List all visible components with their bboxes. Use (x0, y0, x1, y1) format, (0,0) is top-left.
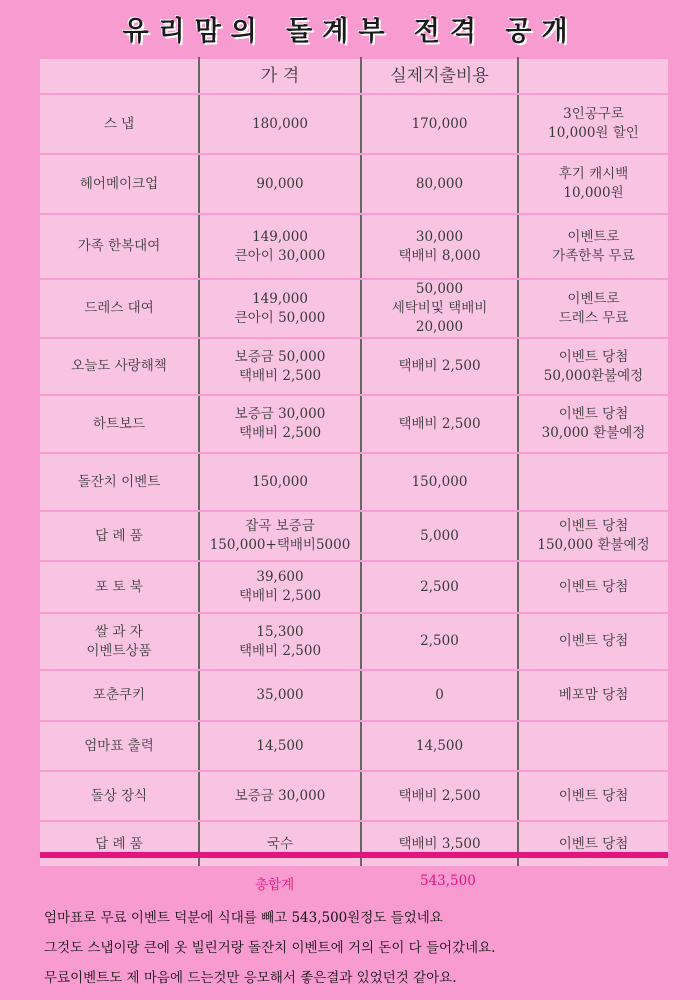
header-item (39, 58, 199, 94)
row-note-cell: 이벤트 당첨 (518, 821, 669, 867)
table-row (39, 561, 669, 613)
table-row (39, 279, 669, 338)
header-note (518, 58, 669, 94)
row-actual-cell: 택배비 2,500 (361, 771, 518, 821)
row-item-cell: 드레스 대여 (39, 279, 199, 338)
row-actual-cell: 2,500 (361, 613, 518, 670)
row-note-cell: 베포맘 당첨 (518, 670, 669, 721)
row-actual-cell: 택배비 2,500 (361, 338, 518, 395)
row-price-cell: 14,500 (199, 721, 361, 771)
table-row (39, 338, 669, 395)
table-row (39, 613, 669, 670)
row-price-cell: 보증금 30,000 (199, 771, 361, 821)
table-row (39, 453, 669, 511)
row-actual-cell: 170,000 (361, 94, 518, 154)
total-divider (40, 852, 668, 858)
row-note-cell: 이벤트로 가족한복 무료 (518, 214, 669, 279)
row-actual-cell: 150,000 (361, 453, 518, 511)
header-price: 가 격 (199, 58, 361, 94)
row-price-cell: 150,000 (199, 453, 361, 511)
row-actual-cell: 2,500 (361, 561, 518, 613)
table-row (39, 771, 669, 821)
row-item-cell: 답 례 품 (39, 821, 199, 867)
row-note-cell: 이벤트 당첨 (518, 561, 669, 613)
table-row (39, 670, 669, 721)
row-actual-cell: 5,000 (361, 511, 518, 561)
row-actual-cell: 택배비 3,500 (361, 821, 518, 867)
row-note-cell: 이벤트 당첨 (518, 771, 669, 821)
row-price-cell: 39,600 택배비 2,500 (199, 561, 361, 613)
row-note-cell: 이벤트 당첨 (518, 613, 669, 670)
summary-line: 무료이벤트도 제 마음에 드는것만 응모해서 좋은결과 있었던것 같아요. (44, 970, 457, 986)
row-actual-cell: 14,500 (361, 721, 518, 771)
summary-line: 엄마표로 무료 이벤트 덕분에 식대를 빼고 543,500원정도 들었네요 (44, 910, 443, 926)
row-price-cell: 15,300 택배비 2,500 (199, 613, 361, 670)
row-item-cell: 포 토 북 (39, 561, 199, 613)
row-note-cell (518, 721, 669, 771)
row-item-cell: 하트보드 (39, 395, 199, 453)
table-row (39, 154, 669, 214)
header-actual: 실제지출비용 (361, 58, 518, 94)
row-note-cell: 이벤트 당첨 150,000 환불예정 (518, 511, 669, 561)
row-item-cell: 엄마표 출력 (39, 721, 199, 771)
row-note-cell: 이벤트로 드레스 무료 (518, 279, 669, 338)
row-actual-cell: 택배비 2,500 (361, 395, 518, 453)
table-row (39, 214, 669, 279)
row-note-cell: 3인공구로 10,000원 할인 (518, 94, 669, 154)
table-row (39, 511, 669, 561)
row-item-cell: 답 례 품 (39, 511, 199, 561)
row-note-cell: 후기 캐시백 10,000원 (518, 154, 669, 214)
summary-text (44, 903, 684, 993)
row-note-cell: 이벤트 당첨 50,000환불예정 (518, 338, 669, 395)
row-price-cell: 180,000 (199, 94, 361, 154)
row-item-cell: 헤어메이크업 (39, 154, 199, 214)
row-price-cell: 보증금 30,000 택배비 2,500 (199, 395, 361, 453)
row-price-cell: 149,000 큰아이 50,000 (199, 279, 361, 338)
row-actual-cell: 30,000 택배비 8,000 (361, 214, 518, 279)
total-line (0, 873, 700, 893)
total-amount: 543,500 (420, 873, 476, 889)
row-actual-cell: 0 (361, 670, 518, 721)
row-actual-cell: 80,000 (361, 154, 518, 214)
row-price-cell: 35,000 (199, 670, 361, 721)
table-row (39, 721, 669, 771)
total-label: 총합계 (255, 877, 295, 893)
table-row (39, 395, 669, 453)
table-header-row (39, 58, 669, 94)
row-price-cell: 국수 (199, 821, 361, 867)
row-item-cell: 돌상 장식 (39, 771, 199, 821)
row-item-cell: 가족 한복대여 (39, 214, 199, 279)
row-item-cell: 오늘도 사랑해책 (39, 338, 199, 395)
row-actual-cell: 50,000 세탁비및 택배비 20,000 (361, 279, 518, 338)
row-price-cell: 90,000 (199, 154, 361, 214)
row-price-cell: 잡곡 보증금 150,000+택배비5000 (199, 511, 361, 561)
row-note-cell: 이벤트 당첨 30,000 환불예정 (518, 395, 669, 453)
table-row (39, 821, 669, 867)
row-note-cell (518, 453, 669, 511)
row-item-cell: 포춘쿠키 (39, 670, 199, 721)
row-item-cell: 스 냅 (39, 94, 199, 154)
table-row (39, 94, 669, 154)
summary-line: 그것도 스냅이랑 큰에 옷 빌린거랑 돌잔치 이벤트에 거의 돈이 다 들어갔네요. (44, 940, 496, 956)
row-item-cell: 돌잔치 이벤트 (39, 453, 199, 511)
budget-table (38, 57, 670, 868)
row-price-cell: 149,000 큰아이 30,000 (199, 214, 361, 279)
page-title: 유리맘의 돌계부 전격 공개 (122, 15, 578, 47)
row-price-cell: 보증금 50,000 택배비 2,500 (199, 338, 361, 395)
row-item-cell: 쌀 과 자 이벤트상품 (39, 613, 199, 670)
